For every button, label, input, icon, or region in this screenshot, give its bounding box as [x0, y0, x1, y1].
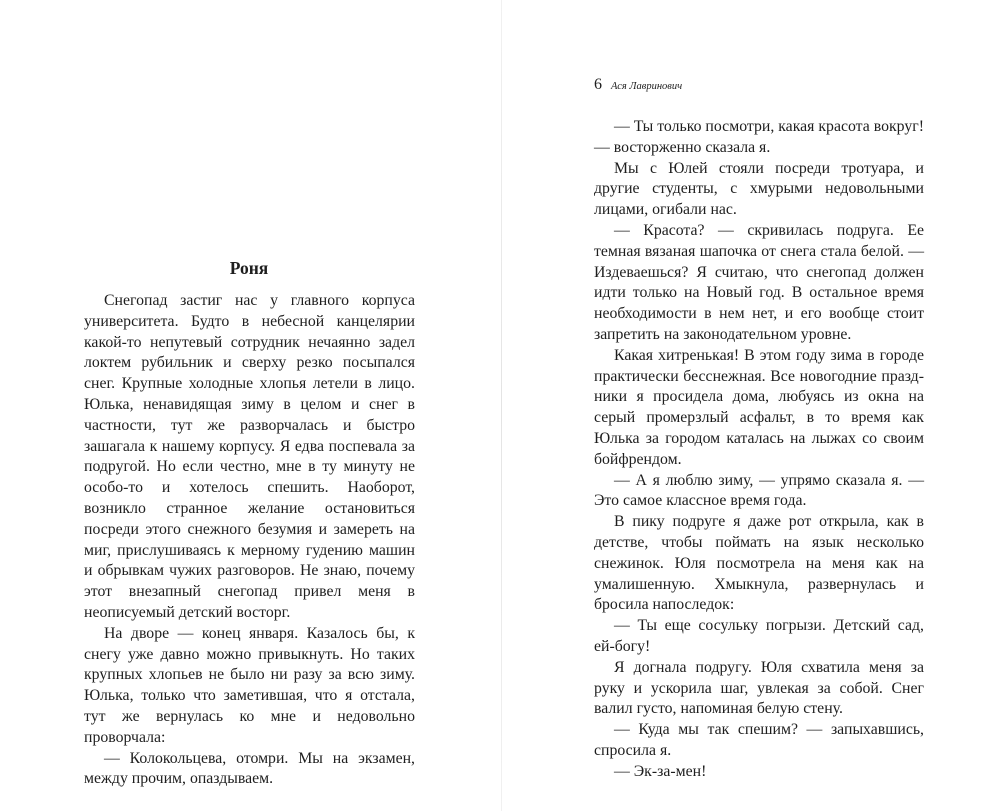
left-page	[0, 0, 501, 811]
paragraph: Снегопад застиг нас у главного корпуса университета. Будто в небесной канцелярии какой-то непутевый сотрудник нечаянно задел локтем рубильник и сверху резко посыпался снег. Крупные холодные хлопья летели в лицо. Юлька, ненавидящая зиму в целом и снег в частности, тут же разворчалась и быстро зашагала к нашему корпусу. Я едва поспевала за подругой. Но если честно, мне в ту минуту не особо-то и хотелось спешить. Наоборот, возникло странное желание остановиться посреди этого снежного безумия и замереть на миг, прислушиваясь к мерному гудению машин и обрывкам чужих разговоров. Не знаю, почему этот внезапный снегопад привел меня в неописуемый детский восторг.	[84, 292, 415, 621]
page-number: 6	[594, 76, 602, 93]
paragraph: — Куда мы так спешим? — запыхавшись, спросила я.	[594, 721, 924, 759]
paragraph: На дворе — конец января. Казалось бы, к снегу уже давно можно привыкнуть. Но таких крупных хлопьев не было ни разу за всю зиму. Юлька, только что заметившая, что я отстала, тут же вернулась ко мне и недовольно проворчала:	[84, 624, 415, 746]
paragraph: — Колокольцева, отомри. Мы на экзамен, между прочим, опаздываем.	[84, 749, 415, 788]
right-page-text	[594, 117, 924, 783]
paragraph: — Ты только посмотри, какая красота вокруг! — восторженно сказала я.	[594, 118, 924, 156]
paragraph: — Красота? — скривилась подруга. Ее темная вязаная шапочка от снега стала белой. — Издеваешься? Я считаю, что снегопад должен идти только на Новый год. В остальное время необходимости в нем нет, и его вообще стоит запретить на законодательном уровне.	[594, 221, 924, 343]
chapter-title: Роня	[229, 258, 269, 278]
paragraph: В пику подруге я даже рот открыла, как в детстве, чтобы поймать на язык несколько снежинок. Юля посмотрела на меня как на умалишенную. Хмыкнула, развернулась и бросила напоследок:	[594, 513, 924, 614]
paragraph: Какая хитренькая! В этом году зима в городе практически бесснежная. Все новогодние праздники я просидела дома, любуясь из окна на серый промерзлый асфальт, в то время как Юлька за городом каталась на лыжах со своим бойфрендом.	[594, 346, 924, 468]
author-name: Ася Лавринович	[611, 81, 683, 92]
paragraph: — А я люблю зиму, — упрямо сказала я. — Это самое классное время года.	[594, 471, 924, 510]
right-page	[502, 0, 1003, 811]
running-head	[594, 76, 682, 94]
paragraph: Я догнала подругу. Юля схватила меня за руку и ускорила шаг, увлекая за собой. Снег валил густо, напоминая белую стену.	[594, 658, 924, 718]
paragraph: — Ты еще сосульку погрызи. Детский сад, ей-богу!	[594, 617, 924, 655]
left-page-text	[84, 291, 415, 790]
paragraph: Мы с Юлей стояли посреди тротуара, и другие студенты, с хмурыми недовольными лицами, огибали нас.	[594, 159, 924, 219]
paragraph: — Эк-за-мен!	[614, 762, 707, 780]
